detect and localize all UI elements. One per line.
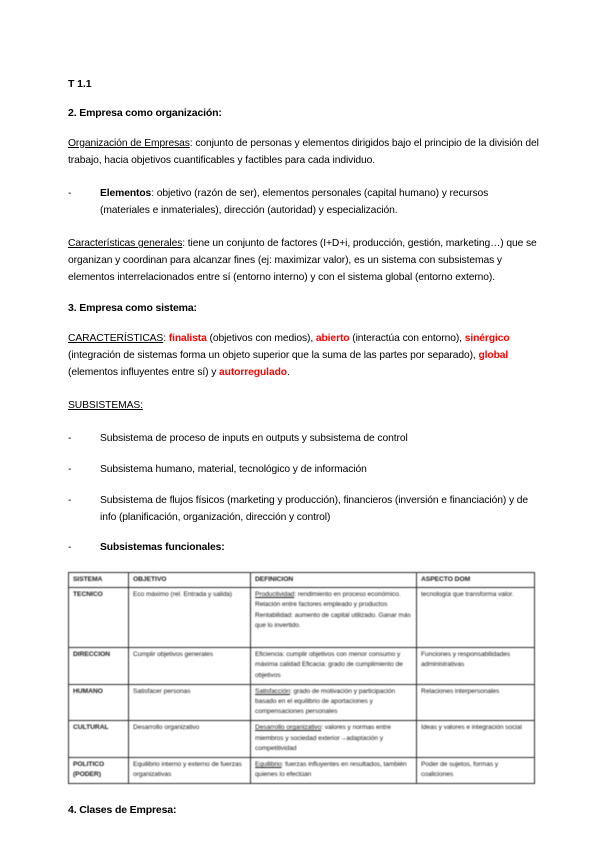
term-caracteristicas: CARACTERÍSTICAS bbox=[68, 333, 164, 344]
cell-sistema: CULTURAL bbox=[69, 721, 129, 758]
label-elementos: Elementos bbox=[100, 188, 152, 199]
cell-aspecto: Relaciones interpersonales bbox=[417, 684, 535, 721]
keyword-sinergico: sinérgico bbox=[464, 333, 510, 344]
label-subsistemas-funcionales: Subsistemas funcionales: bbox=[100, 542, 225, 553]
term-caracteristicas-generales: Características generales bbox=[68, 238, 183, 249]
list-item-subsistemas-funcionales bbox=[68, 539, 540, 556]
keyword-global: global bbox=[478, 350, 509, 361]
table-header-sistema: SISTEMA bbox=[69, 573, 129, 588]
paragraph-caracteristicas-sistema bbox=[68, 330, 540, 381]
text-elementos-body: : objetivo (razón de ser), elementos personales (capital humano) y recursos (materiales e inmateriales), dirección (autoridad) y especialización. bbox=[100, 188, 489, 216]
table-row bbox=[69, 758, 535, 784]
cell-sistema: HUMANO bbox=[69, 684, 129, 721]
table-header-row bbox=[69, 573, 535, 588]
cell-definicion-body: Eficiencia: cumplir objetivos con menor consumo y máxima calidad Eficacia: grado de cumplimiento de objetivos bbox=[255, 651, 403, 679]
cell-definicion bbox=[251, 588, 417, 648]
section-heading-sistema: 3. Empresa como sistema: bbox=[68, 302, 197, 314]
text-after-sinergico: (integración de sistemas forma un objeto superior que la suma de las partes por separado), bbox=[68, 350, 479, 361]
cell-sistema: DIRECCION bbox=[69, 648, 129, 685]
subsystems-table bbox=[68, 572, 535, 784]
cell-aspecto: Funciones y responsabilidades administrativas bbox=[417, 648, 535, 685]
table-header-aspecto: ASPECTO DOM bbox=[417, 573, 535, 588]
list-item-subsistema-proceso bbox=[68, 430, 540, 447]
section-heading-organizacion: 2. Empresa como organización: bbox=[68, 107, 222, 119]
keyword-autorregulado: autorregulado bbox=[219, 367, 287, 378]
label-subsistemas bbox=[68, 397, 540, 414]
table-row bbox=[69, 588, 535, 648]
document-title: T 1.1 bbox=[68, 78, 92, 90]
cell-definicion-body: : fuerzas influyentes en resultados, también quienes lo efectúan bbox=[255, 761, 407, 779]
list-item-subsistema-humano-text: Subsistema humano, material, tecnológico y de información bbox=[100, 464, 367, 475]
term-organizacion-empresas: Organización de Empresas bbox=[68, 138, 190, 149]
cell-definicion bbox=[251, 648, 417, 685]
bullet-dash: - bbox=[68, 433, 72, 444]
bullet-dash: - bbox=[68, 188, 72, 199]
cell-aspecto: Poder de sujetos, formas y coaliciones bbox=[417, 758, 535, 784]
cell-sistema: TECNICO bbox=[69, 588, 129, 648]
cell-definicion-body: : grado de motivación y participación basado en el equilibrio de aportaciones y compensaciones personales bbox=[255, 687, 396, 716]
cell-objetivo: Satisfacer personas bbox=[129, 684, 251, 721]
keyword-abierto: abierto bbox=[315, 333, 350, 344]
subsystems-table-image bbox=[68, 572, 540, 784]
text-after-finalista: (objetivos con medios), bbox=[206, 333, 316, 344]
list-item-subsistema-humano bbox=[68, 461, 540, 478]
bullet-dash: - bbox=[68, 464, 72, 475]
cell-objetivo: Eco máximo (rel. Entrada y salida) bbox=[129, 588, 251, 648]
cell-sistema: POLITICO (PODER) bbox=[69, 758, 129, 784]
bullet-dash: - bbox=[68, 495, 72, 506]
section-heading-clases: 4. Clases de Empresa: bbox=[68, 804, 177, 817]
keyword-finalista: finalista bbox=[168, 333, 207, 344]
cell-definicion-body: : rendimiento en proceso económico. Relación entre factores empleado y productos Rentabilidad: aumento de capital utilizado. Ganar más que lo invertido. bbox=[255, 591, 411, 629]
list-item-subsistema-proceso-text: Subsistema de proceso de inputs en outputs y subsistema de control bbox=[100, 433, 408, 444]
table-row bbox=[69, 648, 535, 685]
cell-definicion-term: Equilibrio bbox=[255, 761, 282, 769]
text-subsistemas-label: SUBSISTEMAS: bbox=[68, 400, 143, 411]
bullet-dash: - bbox=[68, 542, 72, 553]
cell-definicion bbox=[251, 758, 417, 784]
text-after-autorregulado: . bbox=[286, 367, 290, 378]
cell-definicion-term: Productividad bbox=[255, 591, 295, 599]
table-header-objetivo: OBJETIVO bbox=[129, 573, 251, 588]
paragraph-organizacion-definicion bbox=[68, 135, 540, 169]
cell-aspecto: Ideas y valores e integración social bbox=[417, 721, 535, 758]
cell-definicion bbox=[251, 721, 417, 758]
table-row bbox=[69, 721, 535, 758]
table-row bbox=[69, 684, 535, 721]
list-item-elementos-text bbox=[100, 185, 540, 219]
cell-definicion-body: : valores y normas entre miembros y sociedad exterior→adaptación y competitividad bbox=[255, 724, 391, 752]
list-item-elementos bbox=[68, 185, 540, 219]
text-caract-separator: : bbox=[163, 333, 169, 344]
text-after-abierto: (interactúa con entorno), bbox=[349, 333, 465, 344]
cell-objetivo: Equilibrio interno y externo de fuerzas organizativas bbox=[129, 758, 251, 784]
cell-objetivo: Cumplir objetivos generales bbox=[129, 648, 251, 685]
table-header-definicion: DEFINICION bbox=[251, 573, 417, 588]
text-caracteristicas-generales: : tiene un conjunto de factores (I+D+i, producción, gestión, marketing…) que se organizan y coordinan para alcanzar fines (ej: maximizar valor), es un sistema con subsistemas y elementos interrelacionados entre sí (entorno interno) y con el sistema global (entorno externo). bbox=[68, 238, 537, 283]
text-after-global: (elementos influyentes entre sí) y bbox=[68, 367, 220, 378]
paragraph-caracteristicas-generales bbox=[68, 235, 540, 286]
cell-aspecto: tecnología que transforma valor. bbox=[417, 588, 535, 648]
cell-objetivo: Desarrollo organizativo bbox=[129, 721, 251, 758]
list-item-subsistema-flujos-text: Subsistema de flujos físicos (marketing y producción), financieros (inversión e financiación) y de info (planificación, organización, dirección y control) bbox=[100, 495, 529, 523]
cell-definicion-term: Desarrollo organizativo bbox=[255, 724, 322, 732]
cell-definicion bbox=[251, 684, 417, 721]
cell-definicion-term: Satisfacción bbox=[255, 687, 290, 695]
list-item-subsistema-flujos bbox=[68, 492, 540, 526]
text-organizacion-definicion: : conjunto de personas y elementos dirigidos bajo el principio de la división del trabajo, hacia objetivos cuantificables y factibles para cada individuo. bbox=[68, 138, 539, 166]
